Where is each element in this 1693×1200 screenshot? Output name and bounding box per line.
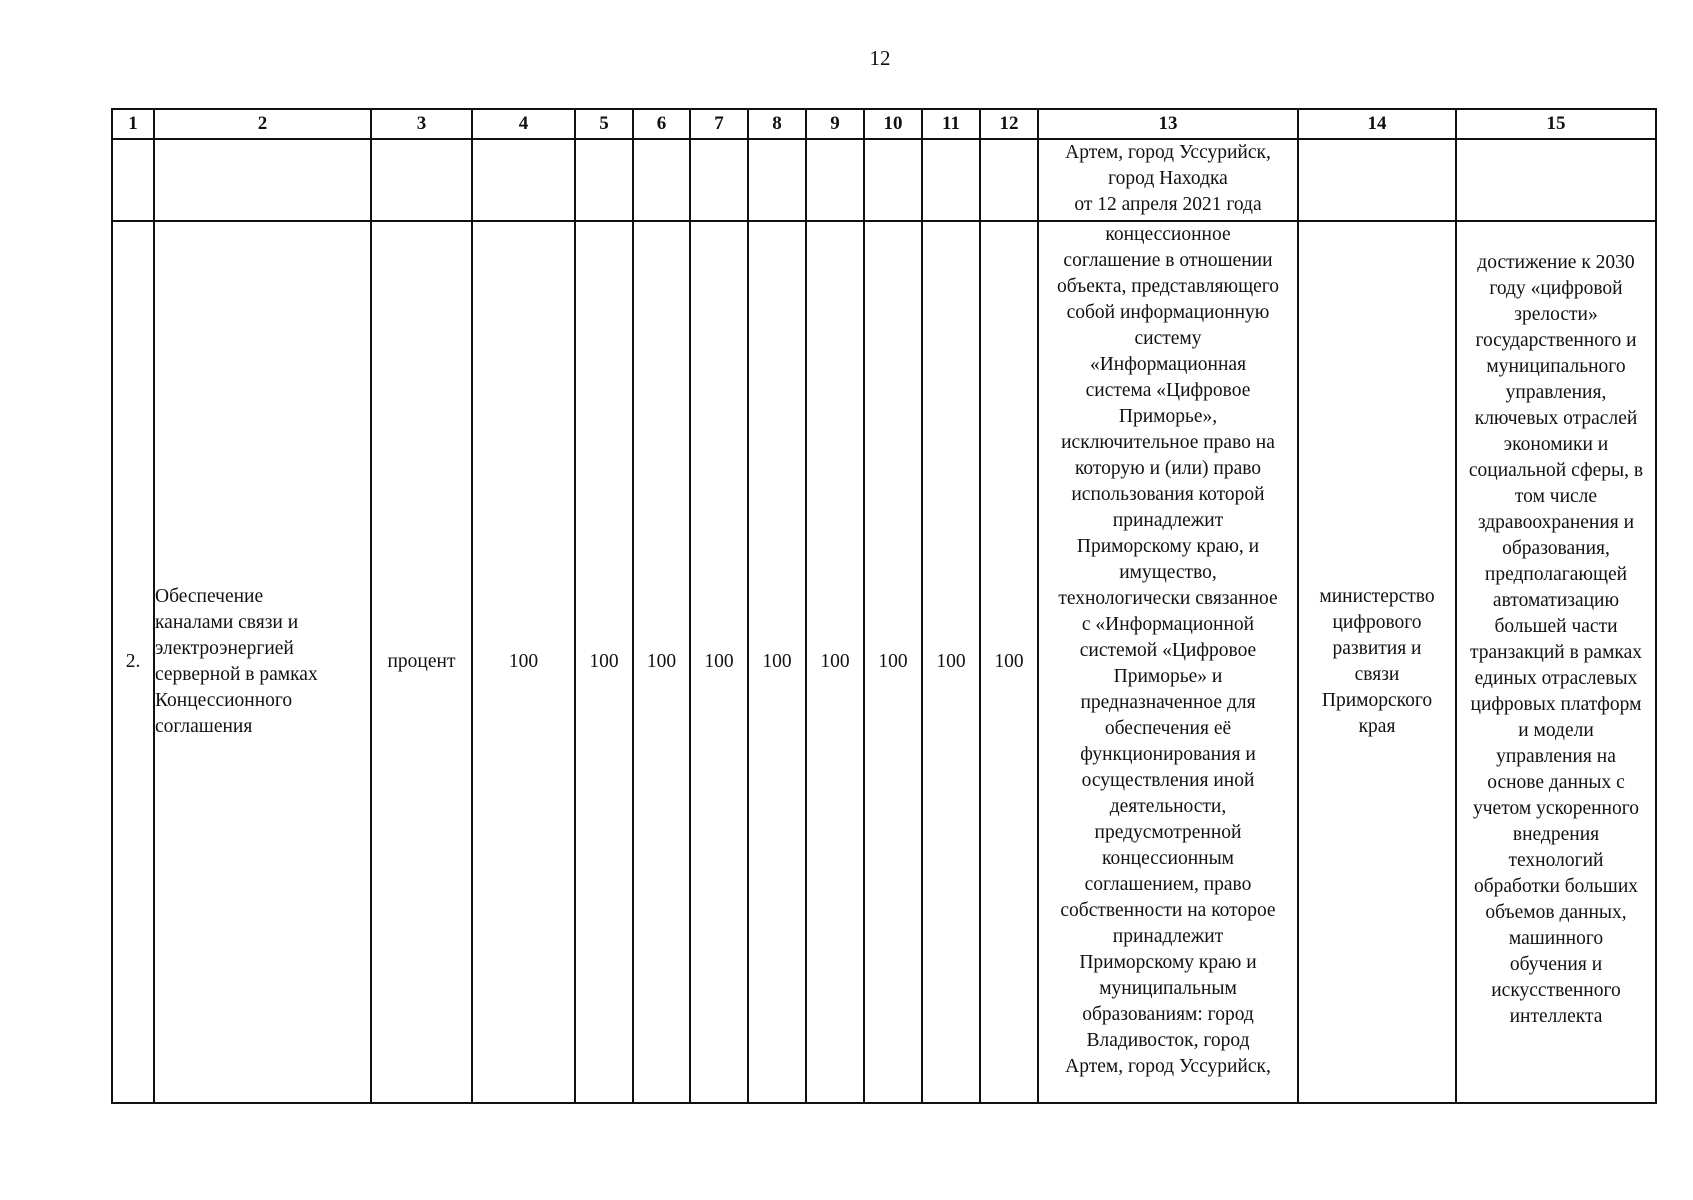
value-cell: 100: [980, 221, 1038, 1103]
header-cell: 9: [806, 109, 864, 139]
value-cell: 100: [472, 221, 575, 1103]
page-number: 12: [869, 46, 891, 70]
header-cell: 15: [1456, 109, 1656, 139]
continuation-basis-cell: Артем, город Уссурийск, город Находка от 12 апреля 2021 года: [1038, 139, 1298, 221]
header-cell: 10: [864, 109, 922, 139]
header-cell: 5: [575, 109, 633, 139]
header-cell: 1: [112, 109, 154, 139]
value-cell: 100: [748, 221, 806, 1103]
header-cell: 6: [633, 109, 690, 139]
header-cell: 8: [748, 109, 806, 139]
value-cell: 100: [864, 221, 922, 1103]
header-cell: 4: [472, 109, 575, 139]
header-cell: 13: [1038, 109, 1298, 139]
header-cell: 12: [980, 109, 1038, 139]
unit-cell: процент: [371, 221, 472, 1103]
value-cell: 100: [690, 221, 748, 1103]
table-header-row: [112, 109, 1656, 139]
goal-cell: достижение к 2030 году «цифровой зрелости» государственного и муниципального управления, ключевых отраслей экономики и социальной сферы, в том числе здравоохранения и образования, предполагающей автоматизацию большей части транзакций в рамках единых отраслевых цифровых платформ и модели управления на основе данных с учетом ускоренного внедрения технологий обработки больших объемов данных, машинного обучения и искусственного интеллекта: [1456, 221, 1656, 1103]
basis-cell: концессионное соглашение в отношении объекта, представляющего собой информационную систему «Информационная система «Цифровое Приморье», исключительное право на которую и (или) право использования которой принадлежит Приморскому краю, и имущество, технологически связанное с «Информационной системой «Цифровое Приморье» и предназначенное для обеспечения её функционирования и осуществления иной деятельности, предусмотренной концессионным соглашением, право собственности на которое принадлежит Приморскому краю и муниципальным образованиям: город Владивосток, город Артем, город Уссурийск,: [1038, 221, 1298, 1103]
value-cell: 100: [806, 221, 864, 1103]
continuation-row: [112, 139, 1656, 221]
header-cell: 2: [154, 109, 371, 139]
responsible-cell: министерство цифрового развития и связи Приморского края: [1298, 221, 1456, 1103]
header-cell: 3: [371, 109, 472, 139]
value-cell: 100: [575, 221, 633, 1103]
table-row: [112, 221, 1656, 1103]
row-number: 2.: [112, 221, 154, 1103]
header-cell: 14: [1298, 109, 1456, 139]
indicator-name: Обеспечение каналами связи и электроэнергией серверной в рамках Концессионного соглашения: [154, 221, 371, 1103]
header-cell: 11: [922, 109, 980, 139]
value-cell: 100: [922, 221, 980, 1103]
header-cell: 7: [690, 109, 748, 139]
value-cell: 100: [633, 221, 690, 1103]
indicators-table: [111, 108, 1657, 1104]
